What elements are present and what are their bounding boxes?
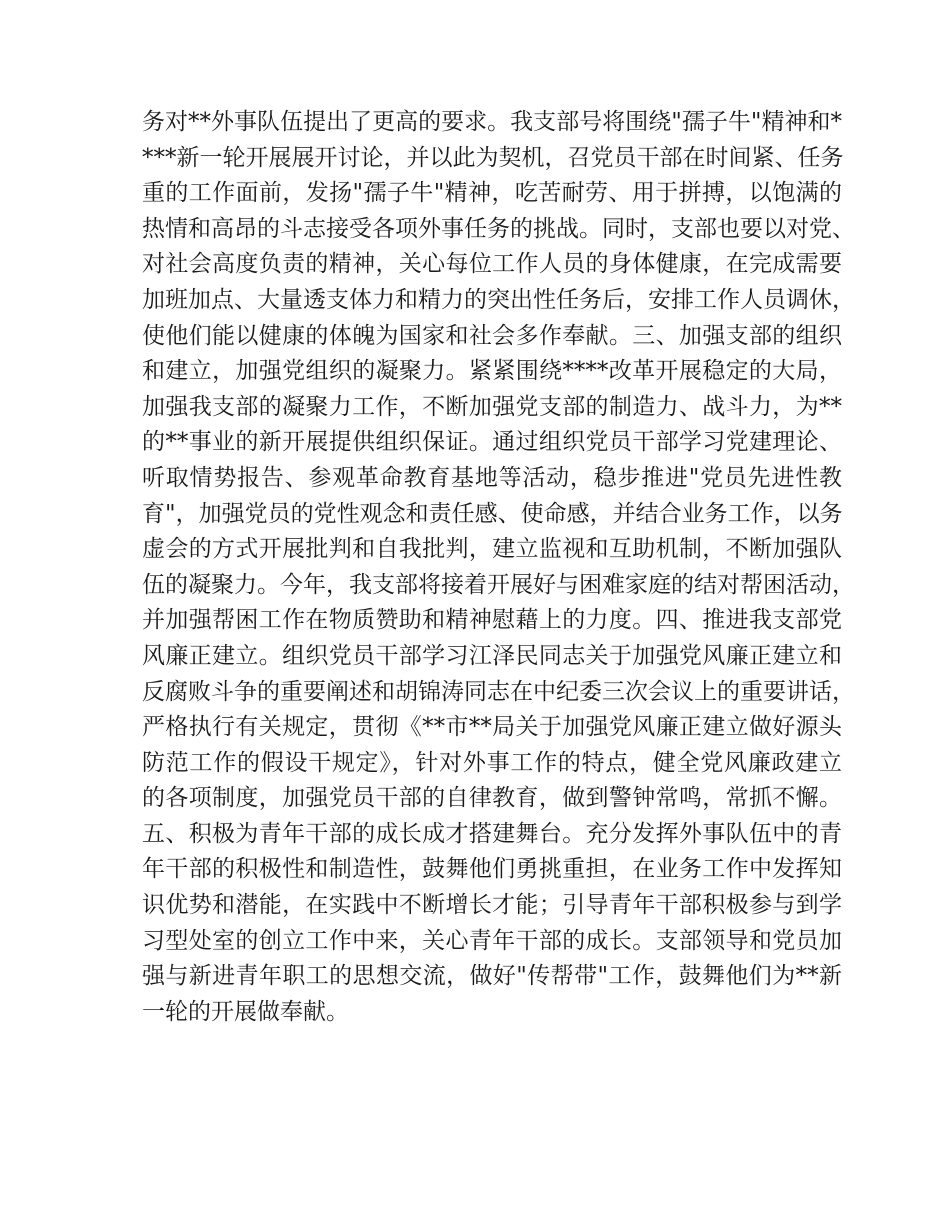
- text-line: 反腐败斗争的重要阐述和胡锦涛同志在中纪委三次会议上的重要讲话，: [142, 678, 855, 705]
- text-line: 热情和高昂的斗志接受各项外事任务的挑战。同时，支部也要以对党、: [142, 215, 855, 242]
- text-line: 对社会高度负责的精神，关心每位工作人员的身体健康，在完成需要: [142, 251, 842, 278]
- text-line: 五、积极为青年干部的成长成才搭建舞台。充分发挥外事队伍中的青: [142, 820, 842, 847]
- text-line: 使他们能以健康的体魄为国家和社会多作奉献。三、加强支部的组织: [142, 322, 842, 349]
- text-line: 听取情势报告、参观革命教育基地等活动，稳步推进"党员先进性教: [142, 464, 842, 491]
- text-line: 和建立，加强党组织的凝聚力。紧紧围绕****改革开展稳定的大局，: [142, 358, 842, 385]
- text-line: 务对**外事队伍提出了更高的要求。我支部号将围绕"孺子牛"精神和*: [142, 109, 842, 135]
- body-text: [142, 105, 855, 1030]
- text-line: 重的工作面前，发扬"孺子牛"精神，吃苦耐劳、用于拼搏，以饱满的: [142, 180, 842, 207]
- text-line: 的**事业的新开展提供组织保证。通过组织党员干部学习党建理论、: [142, 429, 842, 456]
- text-line: 虚会的方式开展批判和自我批判，建立监视和互助机制，不断加强队: [142, 536, 842, 563]
- text-line: 年干部的积极性和制造性，鼓舞他们勇挑重担，在业务工作中发挥知: [142, 856, 842, 883]
- text-line: 习型处室的创立工作中来，关心青年干部的成长。支部领导和党员加: [142, 927, 842, 954]
- text-line: 一轮的开展做奉献。: [142, 998, 349, 1025]
- text-line: 严格执行有关规定，贯彻《**市**局关于加强党风廉正建立做好源头: [142, 714, 842, 741]
- text-line: 防范工作的假设干规定》，针对外事工作的特点，健全党风廉政建立: [142, 749, 842, 776]
- text-line: 加班加点、大量透支体力和精力的突出性任务后，安排工作人员调休，: [142, 286, 855, 313]
- text-line: 并加强帮困工作在物质赞助和精神慰藉上的力度。四、推进我支部党: [142, 607, 842, 634]
- text-line: 的各项制度，加强党员干部的自律教育，做到警钟常鸣，常抓不懈。: [142, 785, 842, 812]
- text-line: 伍的凝聚力。今年，我支部将接着开展好与困难家庭的结对帮困活动，: [142, 571, 855, 598]
- text-line: 育"，加强党员的党性观念和责任感、使命感，并结合业务工作，以务: [142, 500, 843, 527]
- text-line: 风廉正建立。组织党员干部学习江泽民同志关于加强党风廉正建立和: [142, 642, 842, 669]
- text-line: 加强我支部的凝聚力工作，不断加强党支部的制造力、战斗力，为**: [142, 393, 842, 420]
- text-line: ***新一轮开展展开讨论，并以此为契机，召党员干部在时间紧、任务: [142, 144, 844, 171]
- text-line: 强与新进青年职工的思想交流，做好"传帮带"工作，鼓舞他们为**新: [142, 963, 842, 990]
- text-line: 识优势和潜能，在实践中不断增长才能；引导青年干部积极参与到学: [142, 892, 842, 919]
